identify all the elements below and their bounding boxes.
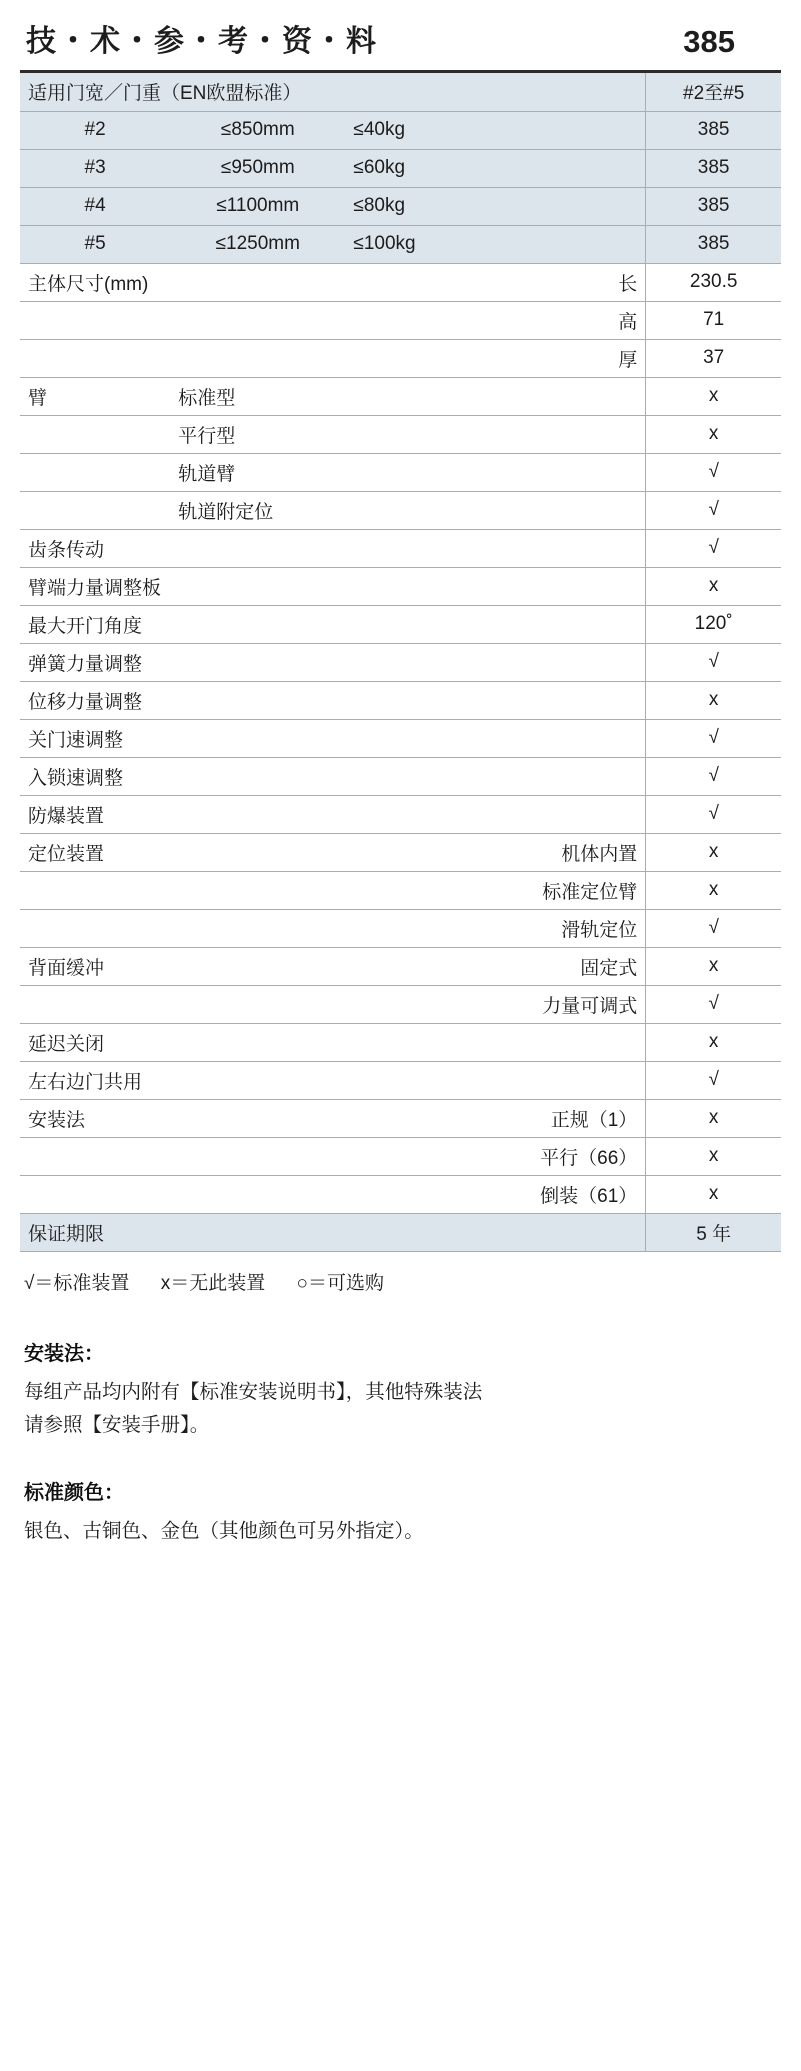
table-row — [20, 111, 781, 149]
value-cell: x — [646, 1023, 781, 1061]
value-cell: √ — [646, 909, 781, 947]
value-cell: #2至#5 — [646, 73, 781, 111]
row-label-cell: 关门速调整 — [20, 719, 646, 757]
row-label-cell: 位移力量调整 — [20, 681, 646, 719]
door-weight-cell: ≤40kg — [345, 111, 645, 149]
table-row — [20, 415, 781, 453]
size-code-cell: #4 — [20, 187, 170, 225]
door-width-cell: ≤1250mm — [170, 225, 345, 263]
table-row — [20, 985, 781, 1023]
table-row — [20, 947, 781, 985]
value-cell: √ — [646, 491, 781, 529]
notes-section — [20, 1337, 781, 1548]
note-block-colors — [24, 1476, 781, 1548]
row-label-cell — [20, 301, 345, 339]
table-row — [20, 491, 781, 529]
note-line: 请参照【安装手册】。 — [24, 1413, 210, 1436]
value-cell: 385 — [646, 111, 781, 149]
sub-label-cell: 平行（66） — [345, 1137, 645, 1175]
value-cell: √ — [646, 529, 781, 567]
value-cell: √ — [646, 795, 781, 833]
table-row — [20, 263, 781, 301]
table-row — [20, 833, 781, 871]
sub-label-cell: 倒装（61） — [345, 1175, 645, 1213]
sub-label-cell: 轨道臂 — [170, 453, 646, 491]
value-cell: x — [646, 947, 781, 985]
note-title: 安装法： — [24, 1342, 104, 1365]
legend-none: x＝无此装置 — [160, 1272, 266, 1294]
sub-label-cell: 厚 — [345, 339, 645, 377]
row-label-cell: 适用门宽／门重（EN欧盟标准） — [20, 73, 646, 111]
door-width-cell: ≤1100mm — [170, 187, 345, 225]
table-row — [20, 1023, 781, 1061]
specification-table — [20, 73, 781, 1252]
sub-label-cell: 机体内置 — [345, 833, 645, 871]
row-label-cell: 防爆装置 — [20, 795, 646, 833]
row-label-cell: 齿条传动 — [20, 529, 646, 567]
row-label-cell: 最大开门角度 — [20, 605, 646, 643]
door-width-cell: ≤950mm — [170, 149, 345, 187]
row-label-cell: 保证期限 — [20, 1213, 646, 1251]
row-label-cell — [20, 1175, 345, 1213]
sub-label-cell: 长 — [345, 263, 645, 301]
value-cell: x — [646, 377, 781, 415]
value-cell: x — [646, 833, 781, 871]
table-row — [20, 1099, 781, 1137]
value-cell: x — [646, 567, 781, 605]
sub-label-cell: 平行型 — [170, 415, 646, 453]
value-cell: √ — [646, 453, 781, 491]
value-cell: 385 — [646, 149, 781, 187]
value-cell: √ — [646, 643, 781, 681]
door-width-cell: ≤850mm — [170, 111, 345, 149]
row-label-cell: 弹簧力量调整 — [20, 643, 646, 681]
value-cell: x — [646, 1175, 781, 1213]
row-label-cell: 臂 — [20, 377, 170, 415]
specification-table-body — [20, 73, 781, 1251]
value-cell: √ — [646, 985, 781, 1023]
value-cell: √ — [646, 757, 781, 795]
value-cell: 230.5 — [646, 263, 781, 301]
value-cell: √ — [646, 1061, 781, 1099]
legend — [20, 1268, 781, 1295]
note-block-installation — [24, 1337, 781, 1442]
size-code-cell: #2 — [20, 111, 170, 149]
value-cell: 385 — [646, 187, 781, 225]
table-row — [20, 377, 781, 415]
row-label-cell: 延迟关闭 — [20, 1023, 646, 1061]
row-label-cell — [20, 1137, 345, 1175]
row-label-cell — [20, 415, 170, 453]
table-row — [20, 225, 781, 263]
legend-optional: ○＝可选购 — [296, 1272, 384, 1294]
value-cell: x — [646, 681, 781, 719]
page-title: 技・术・参・考・资・料 — [26, 25, 378, 58]
table-row — [20, 73, 781, 111]
table-row — [20, 871, 781, 909]
sub-label-cell: 力量可调式 — [345, 985, 645, 1023]
sub-label-cell: 标准定位臂 — [345, 871, 645, 909]
sub-label-cell: 滑轨定位 — [345, 909, 645, 947]
size-code-cell: #3 — [20, 149, 170, 187]
row-label-cell — [20, 871, 345, 909]
table-row — [20, 149, 781, 187]
row-label-cell — [20, 453, 170, 491]
note-title: 标准颜色： — [24, 1481, 124, 1504]
sub-label-cell: 高 — [345, 301, 645, 339]
note-line: 银色、古铜色、金色（其他颜色可另外指定）。 — [24, 1519, 424, 1542]
note-line: 每组产品均内附有【标准安装说明书】，其他特殊装法 — [24, 1380, 483, 1403]
row-label-cell: 背面缓冲 — [20, 947, 345, 985]
table-row — [20, 339, 781, 377]
table-row — [20, 1137, 781, 1175]
table-row — [20, 529, 781, 567]
table-row — [20, 301, 781, 339]
door-weight-cell: ≤60kg — [345, 149, 645, 187]
value-cell: 5 年 — [646, 1213, 781, 1251]
table-row — [20, 1213, 781, 1251]
row-label-cell — [20, 985, 345, 1023]
table-row — [20, 453, 781, 491]
value-cell: x — [646, 871, 781, 909]
sub-label-cell: 标准型 — [170, 377, 646, 415]
page-header — [20, 14, 781, 73]
model-number: 385 — [683, 24, 735, 59]
legend-standard: √＝标准装置 — [24, 1272, 130, 1294]
table-row — [20, 795, 781, 833]
row-label-cell — [20, 491, 170, 529]
sub-label-cell: 正规（1） — [345, 1099, 645, 1137]
row-label-cell: 入锁速调整 — [20, 757, 646, 795]
row-label-cell: 主体尺寸(mm) — [20, 263, 345, 301]
value-cell: 120˚ — [646, 605, 781, 643]
table-row — [20, 643, 781, 681]
value-cell: 71 — [646, 301, 781, 339]
value-cell: 385 — [646, 225, 781, 263]
table-row — [20, 187, 781, 225]
table-row — [20, 605, 781, 643]
row-label-cell — [20, 339, 345, 377]
sub-label-cell: 固定式 — [345, 947, 645, 985]
table-row — [20, 1175, 781, 1213]
size-code-cell: #5 — [20, 225, 170, 263]
row-label-cell: 定位装置 — [20, 833, 345, 871]
table-row — [20, 909, 781, 947]
table-row — [20, 1061, 781, 1099]
row-label-cell — [20, 909, 345, 947]
value-cell: 37 — [646, 339, 781, 377]
door-weight-cell: ≤80kg — [345, 187, 645, 225]
row-label-cell: 安装法 — [20, 1099, 345, 1137]
value-cell: √ — [646, 719, 781, 757]
value-cell: x — [646, 1099, 781, 1137]
table-row — [20, 719, 781, 757]
row-label-cell: 左右边门共用 — [20, 1061, 646, 1099]
value-cell: x — [646, 415, 781, 453]
sub-label-cell: 轨道附定位 — [170, 491, 646, 529]
row-label-cell: 臂端力量调整板 — [20, 567, 646, 605]
door-weight-cell: ≤100kg — [345, 225, 645, 263]
value-cell: x — [646, 1137, 781, 1175]
table-row — [20, 681, 781, 719]
table-row — [20, 757, 781, 795]
table-row — [20, 567, 781, 605]
